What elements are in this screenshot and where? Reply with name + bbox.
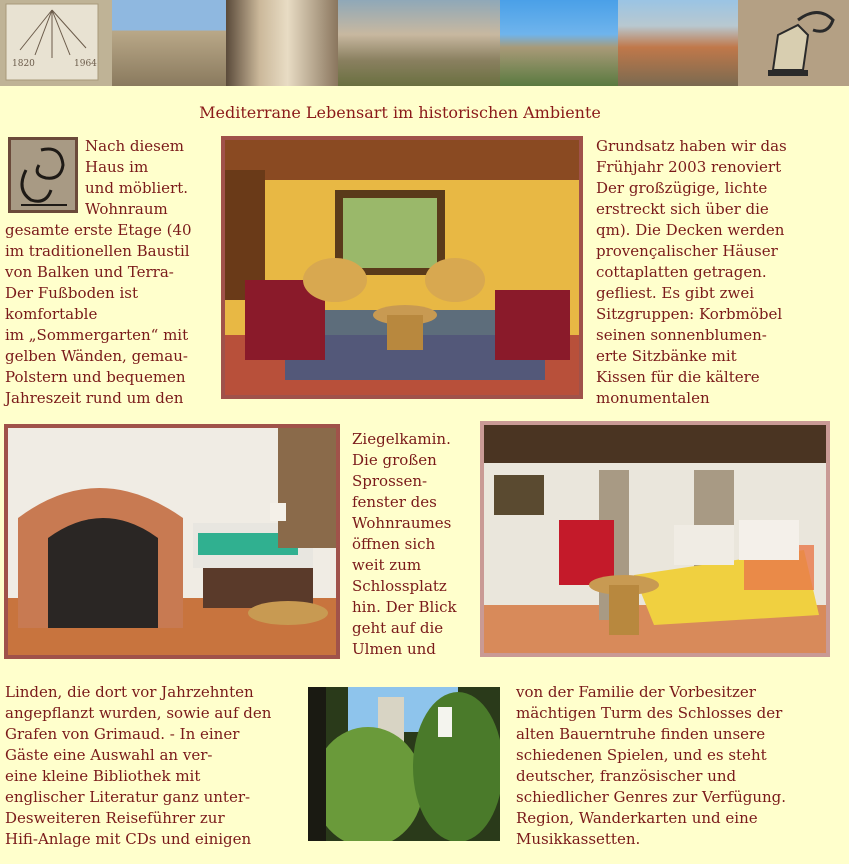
living-room-photo [221, 136, 583, 399]
text-line: deutscher, französischer und [516, 767, 737, 785]
text-line: weit zum [352, 556, 422, 574]
right-text-column [596, 136, 787, 409]
sundial-photo [0, 0, 112, 86]
text-line: Wohnraumes [352, 514, 452, 532]
text-line: im traditionellen Baustil [5, 242, 190, 260]
text-line: monumentalen [596, 389, 710, 407]
text-line: im „Sommergarten“ mit [5, 326, 189, 344]
text-line: Der Fußboden ist [5, 284, 138, 302]
middle-text-column [352, 429, 457, 660]
text-line: geht auf die [352, 619, 444, 637]
sundial-year-1: 1820 [12, 59, 35, 69]
text-line: Die großen [352, 451, 437, 469]
rooftops-photo [618, 0, 738, 86]
text-line: hin. Der Blick [352, 598, 457, 616]
sundial-year-2: 1964 [74, 59, 97, 69]
text-line: Hifi-Anlage mit CDs und einigen [5, 830, 252, 848]
text-line: erte Sitzbänke mit [596, 347, 737, 365]
text-line: gelben Wänden, gemau- [5, 347, 188, 365]
text-line: Jahreszeit rund um den [5, 389, 184, 407]
text-line: Haus im [85, 158, 149, 176]
text-line: Kissen für die kältere [596, 368, 760, 386]
text-line: komfortable [5, 305, 98, 323]
text-line: qm). Die Decken werden [596, 221, 785, 239]
text-line: Der großzügige, lichte [596, 179, 768, 197]
castle-tower-image [308, 687, 500, 841]
arcade-photo [226, 0, 338, 86]
castle-tower-photo [308, 687, 500, 841]
tower-photo [112, 0, 226, 86]
page-title: Mediterrane Lebensart im historischen Ambiente [199, 103, 601, 122]
text-line: Gäste eine Auswahl an ver- [5, 746, 213, 764]
text-line: Frühjahr 2003 renoviert [596, 158, 782, 176]
text-line: erstreckt sich über die [596, 200, 769, 218]
sitting-area-image [484, 425, 826, 653]
text-line: Polstern und bequemen [5, 368, 186, 386]
text-line: cottaplatten getragen. [596, 263, 767, 281]
text-line: Musikkassetten. [516, 830, 641, 848]
text-line: gesamte erste Etage (40 [5, 221, 192, 239]
text-line: englischer Literatur ganz unter- [5, 788, 251, 806]
text-line: gefliest. Es gibt zwei [596, 284, 755, 302]
text-line: mächtigen Turm des Schlosses der [516, 704, 783, 722]
bottom-left-text [5, 682, 271, 850]
lantern-photo [738, 0, 849, 86]
text-line: eine kleine Bibliothek mit [5, 767, 201, 785]
text-line: schiedlicher Genres zur Verfügung. [516, 788, 787, 806]
castle-hill-photo [500, 0, 618, 86]
text-line: Sitzgruppen: Korbmöbel [596, 305, 783, 323]
text-line: provençalischer Häuser [596, 242, 778, 260]
text-line: alten Bauerntruhe finden unsere [516, 725, 766, 743]
text-line: von der Familie der Vorbesitzer [516, 683, 756, 701]
sitting-area-photo [480, 421, 830, 657]
text-line: Region, Wanderkarten und eine [516, 809, 758, 827]
village-panorama-photo [338, 0, 500, 86]
photo-banner [0, 0, 849, 86]
text-line: öffnen sich [352, 535, 436, 553]
text-line: Sprossen- [352, 472, 428, 490]
text-line: seinen sonnenblumen- [596, 326, 767, 344]
living-room-image [225, 140, 579, 395]
left-text-column [5, 136, 192, 409]
text-line: Desweiteren Reiseführer zur [5, 809, 225, 827]
lantern-image [738, 0, 849, 86]
text-line: Ziegelkamin. [352, 430, 451, 448]
fireplace-photo [4, 424, 340, 659]
text-line: und möbliert. [85, 179, 188, 197]
text-line: Grafen von Grimaud. - In einer [5, 725, 240, 743]
text-line: angepflanzt wurden, sowie auf den [5, 704, 272, 722]
sundial-image [0, 0, 112, 86]
text-line: Wohnraum [85, 200, 168, 218]
text-line: schiedenen Spielen, und es steht [516, 746, 767, 764]
bottom-right-text [516, 682, 786, 850]
text-line: Nach diesem [85, 137, 184, 155]
text-line: fenster des [352, 493, 437, 511]
text-line: Linden, die dort vor Jahrzehnten [5, 683, 254, 701]
text-line: von Balken und Terra- [5, 263, 174, 281]
text-line: Grundsatz haben wir das [596, 137, 787, 155]
text-line: Schlossplatz [352, 577, 447, 595]
fireplace-image [8, 428, 336, 655]
text-line: Ulmen und [352, 640, 436, 658]
